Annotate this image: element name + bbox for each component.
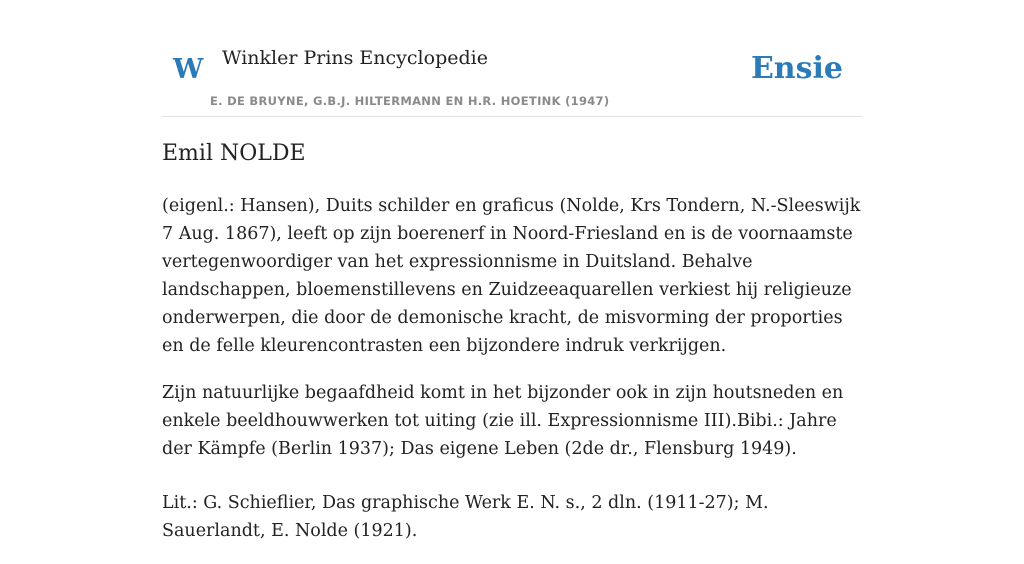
encyclopedia-authors: E. DE BRUYNE, G.B.J. HILTERMANN EN H.R. HOETINK (1947) [210,94,610,108]
article-paragraph-1: (eigenl.: Hansen), Duits schilder en graficus (Nolde, Krs Tondern, N.-Sleeswijk 7 Aug. 1867), leeft op zijn boerenerf in Noord-Friesland en is de voornaamste vertegenwoordiger van het expressionnisme in Duitsland. Behalve landschappen, bloemenstillevens en Zuidzeeaquarellen verkiest hij religieuze onderwerpen, die door de demonische kracht, de misvorming der proporties en de felle kleurencontrasten een bijzondere indruk verkrijgen. [162,196,861,356]
article-paragraph-2: Zijn natuurlijke begaafdheid komt in het bijzonder ook in zijn houtsneden en enkele beeldhouwwerken tot uiting (zie ill. Expressionnisme III).Bibi.: Jahre der Kämpfe (Berlin 1937); Das eigene Leben (2de dr., Flensburg 1949). [162,383,844,459]
ensie-brand-logo[interactable]: Ensie [750,51,843,86]
article-paragraph-literature: Lit.: G. Schieflier, Das graphische Werk E. N. s., 2 dln. (1911-27); M. Sauerlandt, E. Nolde (1921). [162,493,769,541]
encyclopedia-title-link[interactable]: Winkler Prins Encyclopedie [222,47,488,69]
winkler-prins-logo[interactable]: W [173,54,204,85]
article-title: Emil NOLDE [162,141,306,166]
article-body [162,138,862,564]
site-header [162,40,862,117]
